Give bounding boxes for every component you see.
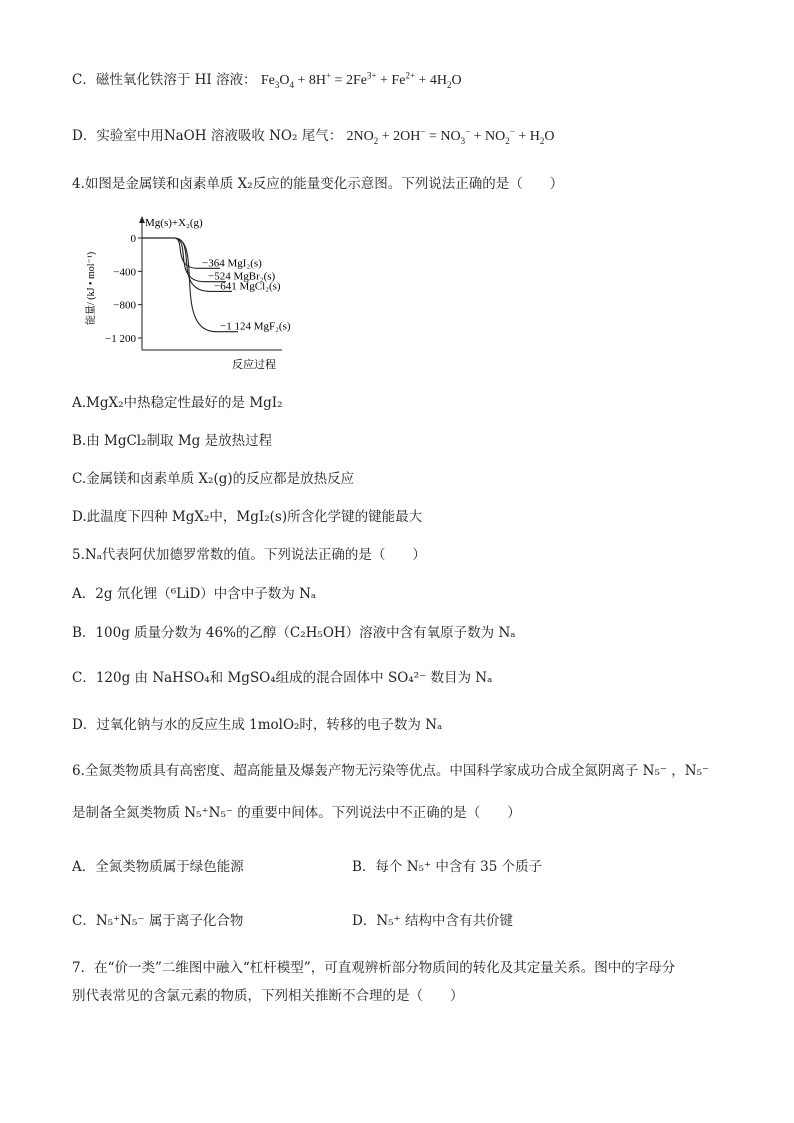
y-tick-label: −400 bbox=[113, 266, 136, 279]
q4-option-b: B.由 MgCl₂制取 Mg 是放热过程 bbox=[72, 433, 273, 449]
q6-stem-line2: 是制备全氮类物质 N₅⁺N₅⁻ 的重要中间体。下列说法中不正确的是（ ） bbox=[72, 805, 521, 821]
start-label: Mg(s)+X₂(g) bbox=[145, 217, 203, 229]
q7-stem-line2: 别代表常见的含氯元素的物质，下列相关推断不合理的是（ ） bbox=[72, 988, 464, 1004]
q4-option-d: D.此温度下四种 MgX₂中，MgI₂(s)所含化学键的键能最大 bbox=[72, 509, 423, 525]
q5-stem: 5.Nₐ代表阿伏加德罗常数的值。下列说法正确的是（ ） bbox=[72, 547, 426, 563]
y-tick-label: −800 bbox=[113, 299, 136, 312]
q5-option-d: D．过氧化钠与水的反应生成 1molO₂时，转移的电子数为 Nₐ bbox=[72, 717, 443, 733]
q3-d-equation: $2NO_2 + 2OH^- = NO_3^- + NO_2^- + H_2O$ bbox=[346, 126, 555, 146]
q4-stem: 4.如图是金属镁和卤素单质 X₂反应的能量变化示意图。下列说法正确的是（ ） bbox=[72, 176, 564, 192]
q6-options-row1 bbox=[72, 857, 244, 877]
energy-diagram bbox=[82, 210, 302, 375]
y-tick-label: 0 bbox=[130, 233, 136, 245]
q4-option-c: C.金属镁和卤素单质 X₂(g)的反应都是放热反应 bbox=[72, 471, 355, 487]
q6-option-a: A．全氮类物质属于绿色能源 bbox=[72, 859, 244, 875]
x-axis-label: 反应过程 bbox=[232, 359, 276, 371]
q5-option-b: B．100g 质量分数为 46%的乙醇（C₂H₅OH）溶液中含有氧原子数为 Nₐ bbox=[72, 625, 516, 641]
series-label: −524 MgBr₂(s) bbox=[208, 270, 276, 283]
q7-stem-line1: 7．在“价一类”二维图中融入“杠杆模型”，可直观辨析部分物质间的转化及其定量关系。图中的字母分 bbox=[72, 960, 676, 976]
y-axis-label: 能量/ (kJ • mol⁻¹) bbox=[86, 251, 97, 325]
q3-c-equation: $Fe_3O_4 + 8H^+ = 2Fe^{3+} + Fe^{2+} + 4H_2O$ bbox=[260, 70, 462, 90]
q6-option-d: D．N₅⁺ 结构中含有共价键 bbox=[352, 913, 513, 929]
q5-option-c: C．120g 由 NaHSO₄和 MgSO₄组成的混合固体中 SO₄²⁻ 数目为 Nₐ bbox=[72, 670, 493, 686]
y-tick-label: −1 200 bbox=[105, 333, 136, 345]
q6-option-b: B．每个 N₅⁺ 中含有 35 个质子 bbox=[352, 859, 543, 875]
series-label: −364 MgI₂(s) bbox=[202, 257, 262, 270]
q5-option-a: A．2g 氘化锂（⁶LiD）中含中子数为 Nₐ bbox=[72, 586, 317, 602]
q6-option-c: C．N₅⁺N₅⁻ 属于离子化合物 bbox=[72, 913, 244, 929]
q6-stem-line1: 6.全氮类物质具有高密度、超高能量及爆轰产物无污染等优点。中国科学家成功合成全氮阴离子 N₅⁻ ，N₅⁻ bbox=[72, 763, 710, 779]
series-label: −1 124 MgF₂(s) bbox=[220, 320, 291, 333]
q3-option-c: C．磁性氧化铁溶于 HI 溶液： $Fe_3O_4 + 8H^+ = 2Fe^{3+} + Fe^{2+} + 4H_2O$ bbox=[72, 70, 462, 90]
series-label: −641 MgCl₂(s) bbox=[214, 280, 281, 293]
q3-option-d: D．实验室中用NaOH 溶液吸收 NO₂ 尾气： $2NO_2 + 2OH^- = NO_3^- + NO_2^- + H_2O$ bbox=[72, 126, 555, 146]
q4-option-a: A.MgX₂中热稳定性最好的是 MgI₂ bbox=[72, 395, 283, 411]
